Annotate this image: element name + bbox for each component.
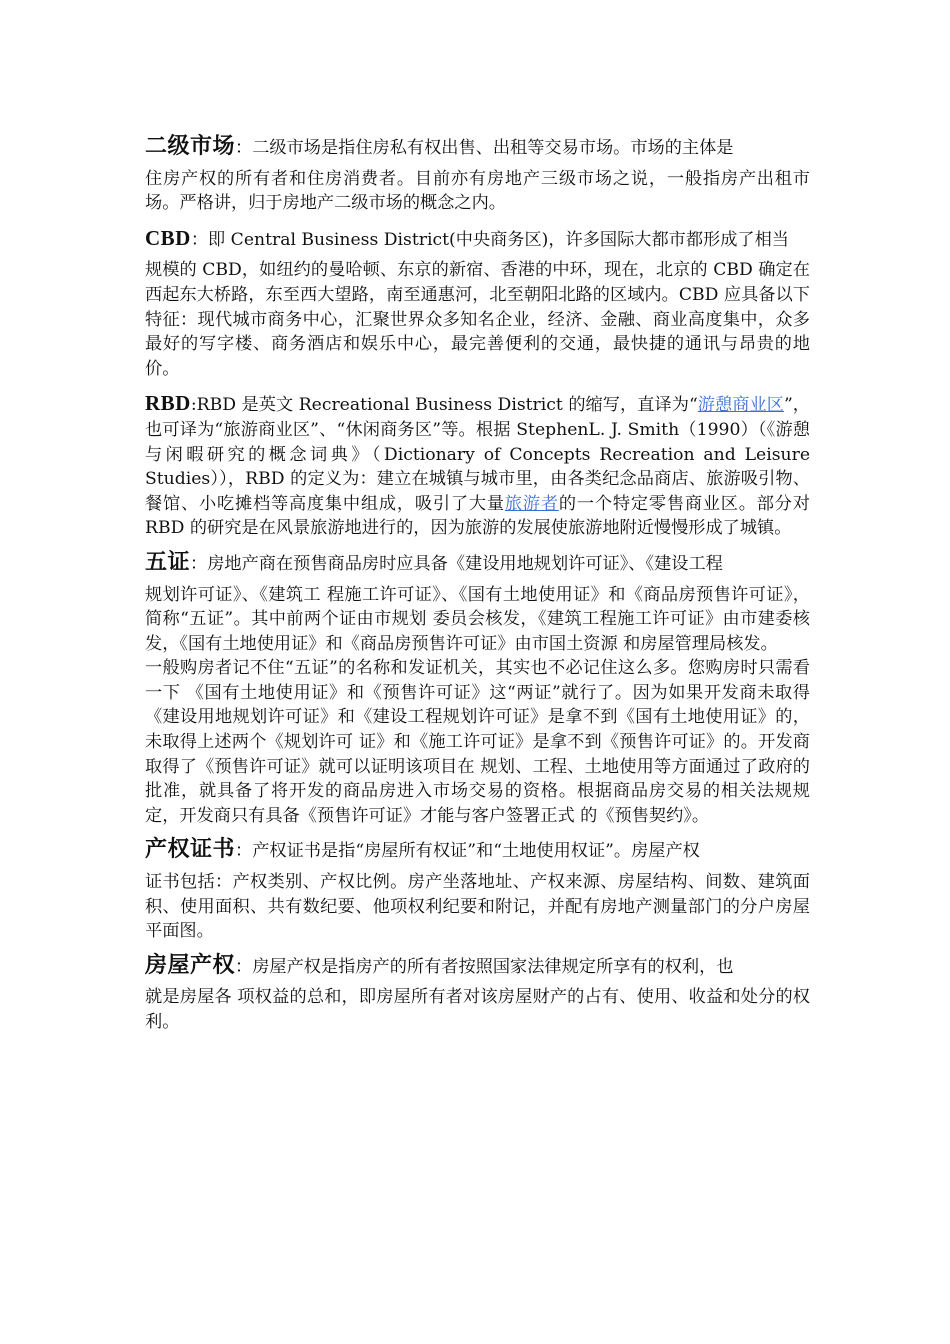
entry-definition-end: 的一个特定零售商业区。部分对 RBD 的研究是在风景旅游地进行的，因为旅游的发展使旅游地附近慢慢形成了城镇。 [145, 493, 810, 539]
entry-definition-body [145, 391, 810, 541]
entry-term: 五证 [145, 549, 191, 575]
entry-secondary-market [145, 135, 810, 216]
entry-first-line [145, 226, 810, 253]
entry-definition-paragraph-2: 一般购房者记不住“五证”的名称和发证机关，其实也不必记住这么多。您购房时只需看一下 《国有土地使用证》和《预售许可证》这“两证”就行了。因为如果开发商未取得《建设用地规划许可证》和《建设工程规划许可证》是拿不到《国有土地使用证》的，未取得上述两个《规划许可 证》和《施工许可证》是拿不到《预售许可证》的。开发商取得了《预售许可证》就可以证明该项目在 规划、工程、土地使用等方面通过了政府的批准，就具备了将开发的商品房进入市场交易的资格。根据商品房交易的相关法规规定，开发商只有具备《预售许可证》才能与客户签署正式 的《预售契约》。 [145, 658, 810, 826]
entry-rbd [145, 391, 810, 541]
entry-definition-start: ：房地产商在预售商品房时应具备《建设用地规划许可证》、《建设工程 [190, 553, 723, 574]
recreational-business-district-link[interactable]: 游憩商业区 [697, 395, 784, 416]
entry-cbd [145, 226, 810, 382]
entry-first-line [145, 838, 810, 864]
entry-definition-body: 规模的 CBD，如纽约的曼哈顿、东京的新宿、香港的中环，现在，北京的 CBD 确定在西起东大桥路，东至西大望路，南至通惠河，北至朝阳北路的区域内。CBD 应具备以下特征：现代城市商务中心，汇聚世界众多知名企业，经济、金融、商业高度集中，众多最好的写字楼、商务酒店和娱乐中心，最完善便利的交通，最快捷的通讯与昂贵的地价。 [145, 260, 810, 379]
entry-definition-body: 就是房屋各 项权益的总和，即房屋所有者对该房屋财产的占有、使用、收益和处分的权利。 [145, 987, 810, 1032]
entry-five-certificates [145, 551, 810, 829]
entry-definition-body: 住房产权的所有者和住房消费者。目前亦有房地产三级市场之说，一般指房产出租市场。严格讲，归于房地产二级市场的概念之内。 [145, 168, 810, 214]
entry-term: 产权证书 [145, 837, 236, 863]
tourist-link[interactable]: 旅游者 [504, 493, 559, 514]
entry-first-line [145, 954, 810, 980]
entry-definition-middle: ”，也可译为“旅游商业区”、“休闲商务区”等。根据 StephenL. J. Smith（1990）（《游憩与闲暇研究的概念词典》（Dictionary of Concepts Recreation and Leisure Studies）），RBD 的定义为：建立在城镇与城市里，由各类纪念品商店、旅游吸引物、餐馆、小吃摊档等高度集中组成，吸引了大量 [145, 395, 810, 514]
entry-first-line [145, 551, 810, 577]
entry-term: 房屋产权 [145, 952, 236, 978]
entry-definition-start: :RBD 是英文 Recreational Business District 的缩写，直译为“ [190, 395, 698, 416]
entry-term: CBD [145, 225, 191, 250]
entry-property-certificate [145, 838, 810, 943]
entry-term: 二级市场 [145, 134, 236, 159]
entry-first-line [145, 135, 810, 161]
entry-definition-start: ：产权证书是指“房屋所有权证”和“土地使用权证”。房屋产权 [235, 841, 700, 862]
entry-definition-body: 证书包括：产权类别、产权比例。房产坐落地址、产权来源、房屋结构、间数、建筑面积、使用面积、共有数纪要、他项权利纪要和附记，并配有房地产测量部门的分户房屋平面图。 [145, 872, 810, 942]
entry-definition-start: ：房屋产权是指房产的所有者按照国家法律规定所享有的权利，也 [235, 956, 734, 977]
entry-house-property-right [145, 954, 810, 1035]
document-page [145, 135, 810, 1045]
entry-term: RBD [145, 391, 191, 416]
entry-definition-start: ：即 Central Business District(中央商务区)，许多国际大都市都形成了相当 [190, 229, 789, 250]
entry-definition-start: ：二级市场是指住房私有权出售、出租等交易市场。市场的主体是 [235, 138, 734, 158]
entry-definition-body: 规划许可证》、《建筑工 程施工许可证》、《国有土地使用证》和《商品房预售许可证》，简称“五证”。其中前两个证由市规划 委员会核发，《建筑工程施工许可证》由市建委核发，《国有土地使用证》和《商品房预售许可证》由市国土资源 和房屋管理局核发。 [145, 584, 810, 654]
